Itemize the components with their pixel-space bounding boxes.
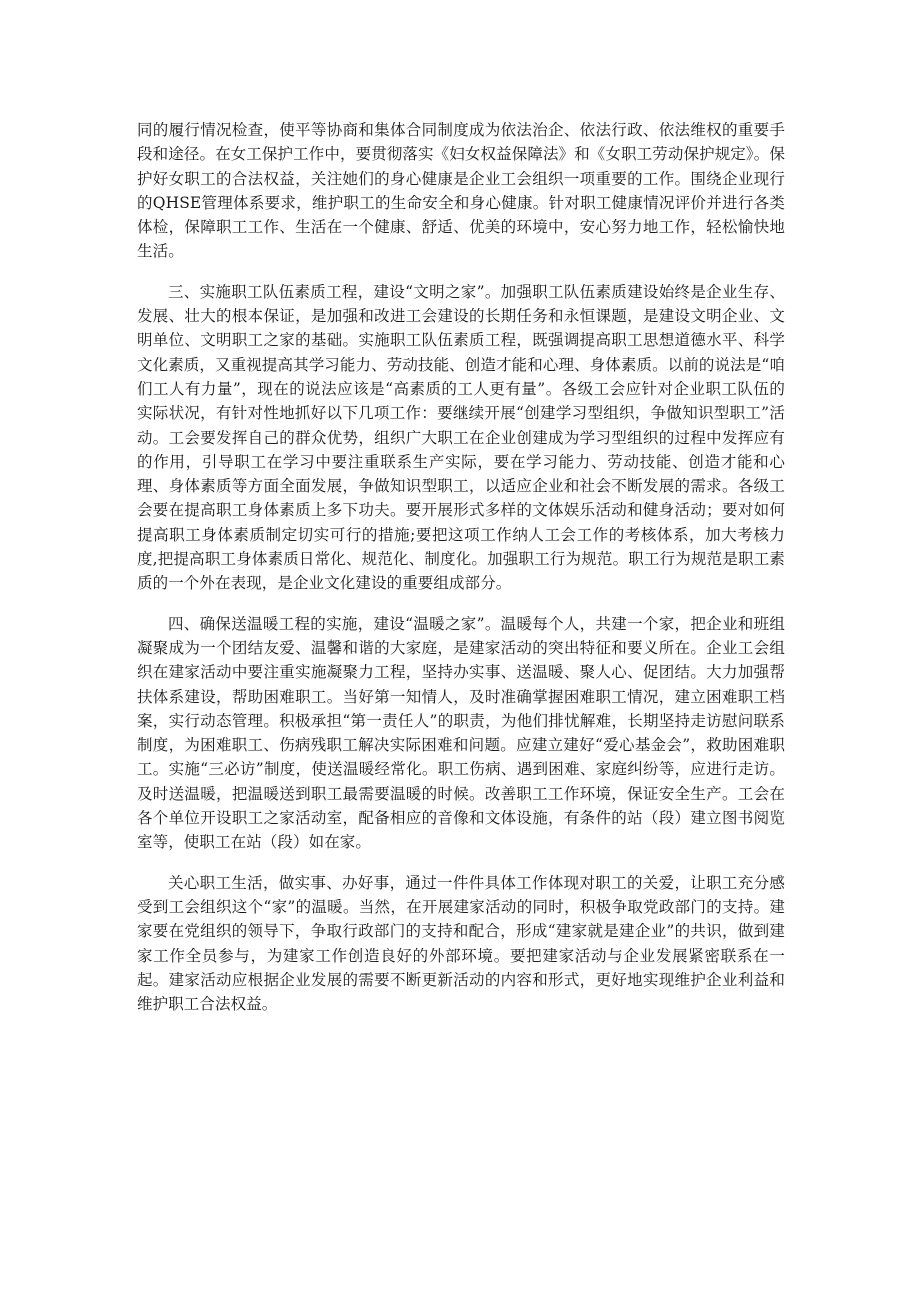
paragraph-section-three: 三、实施职工队伍素质工程，建设“文明之家”。加强职工队伍素质建设始终是企业生存、发展、壮大的根本保证，是加强和改进工会建设的长期任务和永恒课题，是建设文明企业、文明单位、文明职工之家的基础。实施职工队伍素质工程，既强调提高职工思想道德水平、科学文化素质，又重视提高其学习能力、劳动技能、创造才能和心理、身体素质。以前的说法是“咱们工人有力量”，现在的说法应该是“高素质的工人更有量”。各级工会应针对企业职工队伍的实际状况，有针对性地抓好以下几项工作：要继续开展“创建学习型组织，争做知识型职工”活动。工会要发挥自己的群众优势，组织广大职工在企业创建成为学习型组织的过程中发挥应有的作用，引导职工在学习中要注重联系生产实际，要在学习能力、劳动技能、创造才能和心理、身体素质等方面全面发展，争做知识型职工，以适应企业和社会不断发展的需求。各级工会要在提高职工身体素质上多下功夫。要开展形式多样的文体娱乐活动和健身活动；要对如何提高职工身体素质制定切实可行的措施;要把这项工作纳人工会工作的考核体系，加大考核力度,把提高职工身体素质日常化、规范化、制度化。加强职工行为规范。职工行为规范是职工素质的一个外在表现，是企业文化建设的重要组成部分。 bbox=[137, 282, 785, 593]
document-body bbox=[137, 118, 785, 1032]
paragraph-continuation: 同的履行情况检查，使平等协商和集体合同制度成为依法治企、依法行政、依法维权的重要手段和途径。在女工保护工作中，要贯彻落实《妇女权益保障法》和《女职工劳动保护规定》。保护好女职工的合法权益，关注她们的身心健康是企业工会组织一项重要的工作。围绕企业现行的QHSE管理体系要求，维护职工的生命安全和身心健康。针对职工健康情况评价并进行各类体检，保障职工工作、生活在一个健康、舒适、优美的环境中，安心努力地工作，轻松愉快地生活。 bbox=[137, 121, 785, 261]
paragraph-section-four: 四、确保送温暖工程的实施，建设“温暖之家”。温暖每个人，共建一个家，把企业和班组凝聚成为一个团结友爱、温馨和谐的大家庭，是建家活动的突出特征和要义所在。企业工会组织在建家活动中要注重实施凝聚力工程，坚持办实事、送温暖、聚人心、促团结。大力加强帮扶体系建设，帮助困难职工。当好第一知情人，及时准确掌握困难职工情况，建立困难职工档案，实行动态管理。积极承担“第一责任人”的职责，为他们排忧解难，长期坚持走访慰问联系制度，为困难职工、伤病残职工解决实际困难和问题。应建立建好“爱心基金会”，救助困难职工。实施“三必访”制度，使送温暖经常化。职工伤病、遇到困难、家庭纠纷等，应进行走访。及时送温暖，把温暖送到职工最需要温暖的时候。改善职工工作环境，保证安全生产。工会在各个单位开设职工之家活动室，配备相应的音像和文体设施，有条件的站（段）建立图书阅览室等，使职工在站（段）如在家。 bbox=[137, 614, 785, 852]
paragraph-conclusion: 关心职工生活，做实事、办好事，通过一件件具体工作体现对职工的关爱，让职工充分感受到工会组织这个“家”的温暖。当然，在开展建家活动的同时，积极争取党政部门的支持。建家要在党组织的领导下，争取行政部门的支持和配合，形成“建家就是建企业”的共识，做到建家工作全员参与，为建家工作创造良好的外部环境。要把建家活动与企业发展紧密联系在一起。建家活动应根据企业发展的需要不断更新活动的内容和形式，更好地实现维护企业利益和维护职工合法权益。 bbox=[137, 873, 785, 1014]
